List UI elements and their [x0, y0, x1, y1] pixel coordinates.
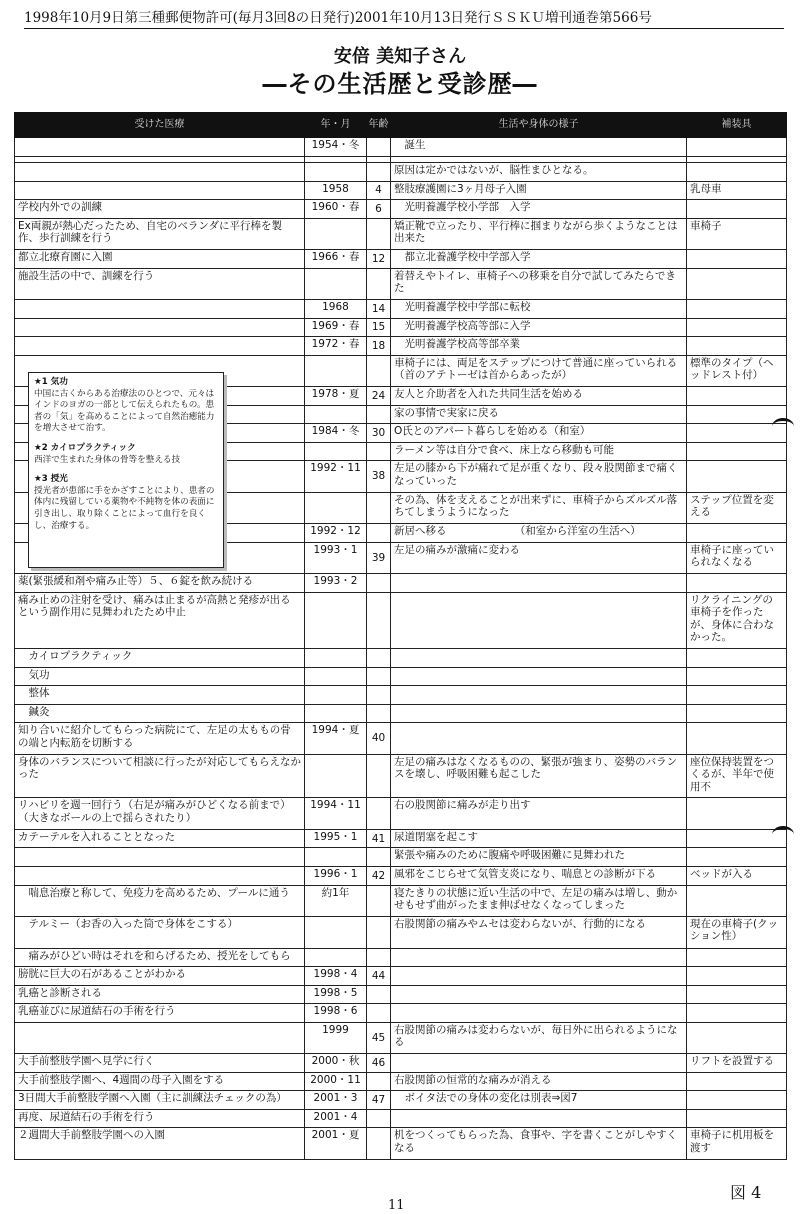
cell-date	[305, 218, 367, 250]
cell-device: 座位保持装置をつくるが、半年で使用不	[687, 754, 787, 798]
cell-device: 乳母車	[687, 181, 787, 200]
cell-device	[687, 1109, 787, 1128]
table-header-row	[15, 113, 787, 138]
cell-care	[15, 337, 305, 356]
cell-date: 1992・12	[305, 524, 367, 543]
table-row	[15, 1022, 787, 1054]
cell-date: 1992・11	[305, 461, 367, 493]
cell-date: 1998・6	[305, 1004, 367, 1023]
cell-life: 机をつくってもらった為、食事や、字を書くことがしやすくなる	[391, 1128, 687, 1160]
history-table	[14, 112, 787, 1160]
cell-age	[367, 848, 391, 867]
cell-life: その為、体を支えることが出来ずに、車椅子からズルズル落ちてしまうようになった	[391, 492, 687, 524]
cell-date	[305, 704, 367, 723]
cell-device	[687, 985, 787, 1004]
cell-care: 施設生活の中で、訓練を行う	[15, 268, 305, 300]
cell-date	[305, 649, 367, 668]
cell-life: 光明養護学校小学部 入学	[391, 200, 687, 219]
cell-age	[367, 138, 391, 157]
cell-care: 気功	[15, 667, 305, 686]
table-row	[15, 798, 787, 830]
cell-date	[305, 917, 367, 949]
cell-life: 整肢療護園に3ヶ月母子入園	[391, 181, 687, 200]
cell-device: 現在の車椅子(クッション性）	[687, 917, 787, 949]
table-row	[15, 667, 787, 686]
cell-age	[367, 442, 391, 461]
cell-life: 着替えやトイレ、車椅子への移乗を自分で試してみたらできた	[391, 268, 687, 300]
cell-date: 1994・11	[305, 798, 367, 830]
table-row	[15, 318, 787, 337]
cell-life: 都立北養護学校中学部入学	[391, 250, 687, 269]
cell-date	[305, 592, 367, 649]
cell-age	[367, 1128, 391, 1160]
cell-age: 6	[367, 200, 391, 219]
cell-device: 車椅子に座っていられなくなる	[687, 542, 787, 574]
note-body: 中国に古くからある治療法のひとつで、元々はインドのヨガの一部として伝えられたもの。患者の「気」を高めることによって自然治癒能力を増大させて治す。	[34, 388, 215, 434]
cell-care: 知り合いに紹介してもらった病院にて、左足の太ももの骨の端と内転筋を切断する	[15, 723, 305, 755]
cell-age: 38	[367, 461, 391, 493]
note-body: 西洋で生まれた身体の骨等を整える技	[34, 454, 181, 465]
cell-care: 喘息治療と称して、免疫力を高めるため、プールに通う	[15, 885, 305, 917]
cell-age	[367, 667, 391, 686]
cell-care: 乳癌と診断される	[15, 985, 305, 1004]
cell-age	[367, 405, 391, 424]
cell-life: 光明養護学校高等部卒業	[391, 337, 687, 356]
cell-age: 40	[367, 723, 391, 755]
cell-date	[305, 686, 367, 705]
cell-age	[367, 355, 391, 387]
cell-life: 矯正靴で立ったり、平行棒に掴まりながら歩くようなことは出来た	[391, 218, 687, 250]
cell-date: 2001・3	[305, 1091, 367, 1110]
cell-date: 2001・夏	[305, 1128, 367, 1160]
cell-age: 46	[367, 1054, 391, 1073]
cell-age: 18	[367, 337, 391, 356]
table-row	[15, 1072, 787, 1091]
note-title: ★2 カイロプラクティック	[34, 442, 136, 453]
table-row	[15, 218, 787, 250]
cell-life: 原因は定かではないが、脳性まひとなる。	[391, 163, 687, 182]
cell-date: 1996・1	[305, 866, 367, 885]
cell-life: ラーメン等は自分で食べ、床上なら移動も可能	[391, 442, 687, 461]
cell-life	[391, 649, 687, 668]
cell-life	[391, 723, 687, 755]
binding-mark	[772, 418, 794, 435]
table-row	[15, 649, 787, 668]
cell-life: 車椅子には、両足をステップにつけて普通に座っていられる（首のアテトーゼは首からあったが）	[391, 355, 687, 387]
cell-age: 15	[367, 318, 391, 337]
cell-life	[391, 592, 687, 649]
cell-date	[305, 163, 367, 182]
cell-date	[305, 492, 367, 524]
cell-date: 1995・1	[305, 829, 367, 848]
cell-care: Ex両親が熱心だったため、自宅のベランダに平行棒を製作、歩行訓練を行う	[15, 218, 305, 250]
cell-life	[391, 574, 687, 593]
cell-care: リハビリを週一回行う（右足が痛みがひどくなる前まで）（大きなボールの上で揺らされたり）	[15, 798, 305, 830]
cell-device: 標準のタイプ（ヘッドレスト付）	[687, 355, 787, 387]
cell-date	[305, 355, 367, 387]
cell-age	[367, 268, 391, 300]
cell-age	[367, 163, 391, 182]
cell-life: 新居へ移る （和室から洋室の生活へ）	[391, 524, 687, 543]
col-device: 補装具	[687, 113, 787, 138]
cell-age	[367, 1004, 391, 1023]
cell-care: 痛み止めの注射を受け、痛みは止まるが高熱と発疹が出るという副作用に見舞われたため中止	[15, 592, 305, 649]
cell-device	[687, 387, 787, 406]
table-row	[15, 300, 787, 319]
cell-life: O氏とのアパート暮らしを始める（和室）	[391, 424, 687, 443]
table-row	[15, 967, 787, 986]
cell-life: 右股関節の痛みは変わらないが、毎日外に出られるようになる	[391, 1022, 687, 1054]
cell-life: 家の事情で実家に戻る	[391, 405, 687, 424]
cell-device	[687, 1072, 787, 1091]
cell-care: 痛みがひどい時はそれを和らげるため、授光をしてもら	[15, 948, 305, 967]
cell-care: 整体	[15, 686, 305, 705]
table-row	[15, 574, 787, 593]
cell-care: テルミー（お香の入った筒で身体をこする）	[15, 917, 305, 949]
cell-care: 学校内外での訓練	[15, 200, 305, 219]
table-row	[15, 1109, 787, 1128]
cell-care	[15, 138, 305, 157]
cell-life: 左足の痛みが激痛に変わる	[391, 542, 687, 574]
cell-life: 左足の膝から下が痛れて足が重くなり、段々股関節まで痛くなっていった	[391, 461, 687, 493]
cell-life	[391, 985, 687, 1004]
table-row	[15, 723, 787, 755]
cell-device	[687, 574, 787, 593]
cell-care: 再度、尿道結石の手術を行う	[15, 1109, 305, 1128]
cell-age	[367, 885, 391, 917]
cell-life	[391, 686, 687, 705]
cell-age: 44	[367, 967, 391, 986]
cell-device	[687, 723, 787, 755]
publication-header: 1998年10月9日第三種郵便物許可(毎月3回8の日発行)2001年10月13日発行ＳＳＫＵ増刊通巻第566号	[24, 6, 784, 29]
cell-life: 光明養護学校中学部に転校	[391, 300, 687, 319]
cell-care: 鍼灸	[15, 704, 305, 723]
table-row	[15, 704, 787, 723]
table-row	[15, 985, 787, 1004]
cell-age: 47	[367, 1091, 391, 1110]
page-title: ―その生活歴と受診歴―	[262, 70, 538, 98]
cell-age: 24	[367, 387, 391, 406]
cell-device	[687, 686, 787, 705]
cell-date: 1954・冬	[305, 138, 367, 157]
table-row	[15, 686, 787, 705]
cell-life: ボイタ法での身体の変化は別表⇒図7	[391, 1091, 687, 1110]
cell-life	[391, 948, 687, 967]
cell-life	[391, 967, 687, 986]
cell-device	[687, 163, 787, 182]
cell-age	[367, 1109, 391, 1128]
cell-age: 14	[367, 300, 391, 319]
cell-care: 大手前整肢学園へ見学に行く	[15, 1054, 305, 1073]
cell-date	[305, 754, 367, 798]
figure-label: 図 4	[730, 1183, 762, 1202]
cell-device	[687, 268, 787, 300]
cell-date: 1978・夏	[305, 387, 367, 406]
table-row	[15, 138, 787, 157]
table-row	[15, 917, 787, 949]
cell-life: 誕生	[391, 138, 687, 157]
cell-device	[687, 848, 787, 867]
cell-age	[367, 917, 391, 949]
cell-care	[15, 848, 305, 867]
cell-date: 約1年	[305, 885, 367, 917]
cell-date: 1966・春	[305, 250, 367, 269]
cell-care: 薬(緊張緩和剤や痛み止等）５、６錠を飲み続ける	[15, 574, 305, 593]
cell-device	[687, 405, 787, 424]
table-row	[15, 1128, 787, 1160]
cell-device	[687, 649, 787, 668]
cell-care: カイロプラクティック	[15, 649, 305, 668]
cell-device	[687, 300, 787, 319]
cell-device: ステップ位置を変える	[687, 492, 787, 524]
cell-device	[687, 1091, 787, 1110]
cell-device	[687, 948, 787, 967]
cell-care	[15, 181, 305, 200]
cell-date: 1984・冬	[305, 424, 367, 443]
subject-name: 安倍 美知子さん	[333, 46, 467, 67]
col-life: 生活や身体の様子	[391, 113, 687, 138]
cell-care: ２週間大手前整肢学園への入園	[15, 1128, 305, 1160]
cell-date	[305, 848, 367, 867]
cell-date: 1993・1	[305, 542, 367, 574]
cell-device	[687, 524, 787, 543]
cell-age	[367, 948, 391, 967]
cell-age: 30	[367, 424, 391, 443]
cell-age	[367, 574, 391, 593]
cell-age	[367, 798, 391, 830]
cell-care: 膀胱に巨大の石があることがわかる	[15, 967, 305, 986]
cell-care: 3日間大手前整肢学園へ入園（主に訓練法チェックの為）	[15, 1091, 305, 1110]
cell-life: 左足の痛みはなくなるものの、緊張が強まり、姿勢のバランスを壊し、呼吸困難も起こした	[391, 754, 687, 798]
table-row	[15, 829, 787, 848]
table-row	[15, 866, 787, 885]
cell-life: 光明養護学校高等部に入学	[391, 318, 687, 337]
cell-care	[15, 300, 305, 319]
cell-device	[687, 138, 787, 157]
cell-date: 1993・2	[305, 574, 367, 593]
table-row	[15, 1091, 787, 1110]
cell-device	[687, 798, 787, 830]
cell-care: 大手前整肢学園へ、4週間の母子入園をする	[15, 1072, 305, 1091]
col-age: 年齢	[367, 113, 391, 138]
cell-age	[367, 492, 391, 524]
table-row	[15, 337, 787, 356]
cell-device	[687, 442, 787, 461]
cell-date: 1958	[305, 181, 367, 200]
cell-life: 友人と介助者を入れた共同生活を始める	[391, 387, 687, 406]
cell-care: カテーテルを入れることとなった	[15, 829, 305, 848]
cell-life: 風邪をこじらせて気管支炎になり、喘息との診断が下る	[391, 866, 687, 885]
cell-date: 1998・4	[305, 967, 367, 986]
cell-date: 2001・4	[305, 1109, 367, 1128]
cell-date	[305, 948, 367, 967]
cell-device: 車椅子に机用板を渡す	[687, 1128, 787, 1160]
cell-date	[305, 667, 367, 686]
cell-device	[687, 967, 787, 986]
cell-device: 車椅子	[687, 218, 787, 250]
table-row	[15, 163, 787, 182]
cell-care	[15, 1022, 305, 1054]
cell-age	[367, 985, 391, 1004]
cell-date: 1968	[305, 300, 367, 319]
cell-date: 1969・春	[305, 318, 367, 337]
cell-life	[391, 704, 687, 723]
note-body: 授光者が患部に手をかざすことにより、患者の体内に残留している薬物や不純物を体の表面に引き出し、取り除くことによって血行を良くし、治療する。	[34, 485, 215, 531]
cell-life	[391, 1004, 687, 1023]
cell-date: 1960・春	[305, 200, 367, 219]
cell-date: 1972・春	[305, 337, 367, 356]
cell-date: 2000・秋	[305, 1054, 367, 1073]
cell-life: 右股関節の痛みやムセは変わらないが、行動的になる	[391, 917, 687, 949]
cell-device	[687, 337, 787, 356]
table-row	[15, 754, 787, 798]
cell-care	[15, 318, 305, 337]
table-row	[15, 885, 787, 917]
cell-device: リクライニングの車椅子を作ったが、身体に合わなかった。	[687, 592, 787, 649]
cell-device	[687, 885, 787, 917]
table-row	[15, 200, 787, 219]
cell-age	[367, 1072, 391, 1091]
cell-life: 右股関節の恒常的な痛みが消える	[391, 1072, 687, 1091]
cell-life: 尿道閉塞を起こす	[391, 829, 687, 848]
table-row	[15, 848, 787, 867]
cell-device	[687, 461, 787, 493]
cell-age	[367, 704, 391, 723]
cell-device: ベッドが入る	[687, 866, 787, 885]
table-row	[15, 250, 787, 269]
cell-care	[15, 163, 305, 182]
cell-device	[687, 318, 787, 337]
note-title: ★3 授光	[34, 474, 68, 485]
cell-life	[391, 667, 687, 686]
cell-age: 41	[367, 829, 391, 848]
cell-device	[687, 200, 787, 219]
cell-age: 45	[367, 1022, 391, 1054]
cell-age	[367, 754, 391, 798]
table-row	[15, 181, 787, 200]
glossary-note	[28, 372, 224, 568]
cell-care: 乳癌並びに尿道結石の手術を行う	[15, 1004, 305, 1023]
cell-age: 42	[367, 866, 391, 885]
cell-age: 39	[367, 542, 391, 574]
table-row	[15, 268, 787, 300]
table-row	[15, 592, 787, 649]
cell-device	[687, 667, 787, 686]
cell-date: 2000・11	[305, 1072, 367, 1091]
cell-age	[367, 686, 391, 705]
cell-care: 都立北療育園に入園	[15, 250, 305, 269]
cell-device: リフトを設置する	[687, 1054, 787, 1073]
col-date: 年・月	[305, 113, 367, 138]
cell-device	[687, 1004, 787, 1023]
cell-device	[687, 704, 787, 723]
cell-age: 4	[367, 181, 391, 200]
cell-date	[305, 268, 367, 300]
cell-date: 1998・5	[305, 985, 367, 1004]
cell-date	[305, 405, 367, 424]
cell-date: 1994・夏	[305, 723, 367, 755]
cell-care: 身体のバランスについて相談に行ったが対応してもらえなかった	[15, 754, 305, 798]
cell-age: 12	[367, 250, 391, 269]
cell-age	[367, 524, 391, 543]
table-row	[15, 1004, 787, 1023]
table-body	[15, 138, 787, 1160]
cell-life: 右の股関節に痛みが走り出す	[391, 798, 687, 830]
cell-date: 1999	[305, 1022, 367, 1054]
cell-device	[687, 1022, 787, 1054]
cell-care	[15, 866, 305, 885]
table-row	[15, 948, 787, 967]
cell-life: 寝たきりの状態に近い生活の中で、左足の痛みは増し、動かせもせず曲がったまま伸ばせなくなってしまった	[391, 885, 687, 917]
cell-device	[687, 250, 787, 269]
cell-life	[391, 1054, 687, 1073]
cell-age	[367, 592, 391, 649]
cell-life	[391, 1109, 687, 1128]
cell-age	[367, 649, 391, 668]
table-row	[15, 1054, 787, 1073]
cell-life: 緊張や痛みのために腹痛や呼吸困難に見舞われた	[391, 848, 687, 867]
cell-date	[305, 442, 367, 461]
page-number: 11	[388, 1198, 405, 1213]
binding-mark	[772, 826, 794, 843]
note-title: ★1 気功	[34, 377, 68, 387]
col-care: 受けた医療	[15, 113, 305, 138]
cell-age	[367, 218, 391, 250]
